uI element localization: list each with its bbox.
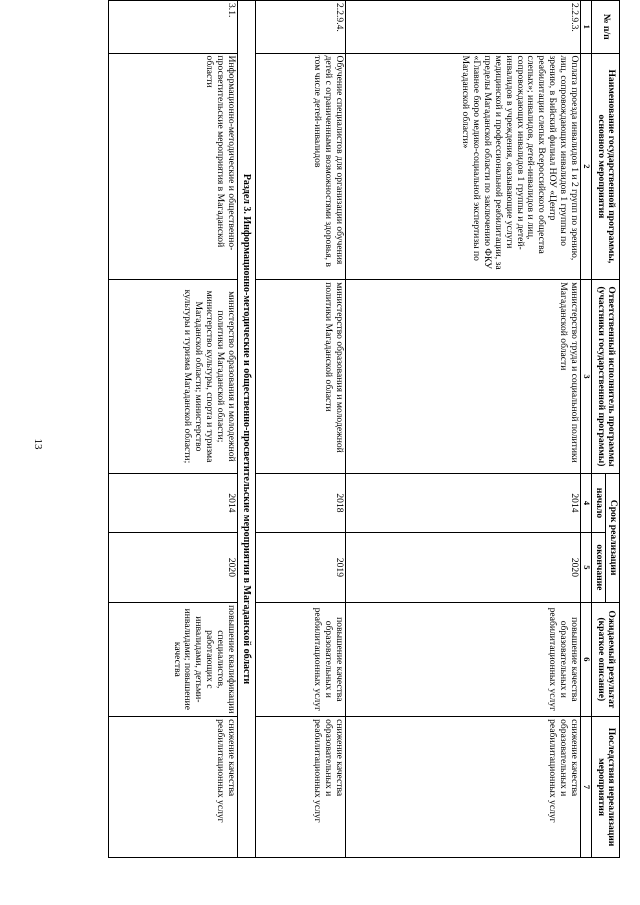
row-num: 2.2.9.3.: [346, 1, 581, 54]
row-end: 2020: [346, 533, 581, 602]
column-number-row: [581, 1, 592, 858]
header-executor: Ответственный исполнитель программы (участники государственной программы): [592, 280, 620, 473]
row-start: 2014: [346, 473, 581, 533]
row-result: повышение квалификации специалистов, работающих с инвалидами, детьми-инвалидами; повышение качества: [109, 602, 238, 717]
header-name: Наименование государственной программы, основного мероприятия: [592, 53, 620, 280]
header-end: окончание: [592, 533, 606, 602]
header-consequences: Последствия нереализации мероприятия: [592, 717, 620, 858]
row-name: Обучение специалистов для организации обучения детей с ограниченными возможностями здоровья, в том числе детей-инвалидов: [256, 53, 346, 280]
header-num: № п/п: [592, 1, 620, 54]
row-result: повышение качества образовательных и реабилитационных услуг: [256, 602, 346, 717]
row-executor: министерство труда и социальной политики Магаданской области: [346, 280, 581, 473]
row-consequences: снижение качества реабилитационных услуг: [109, 717, 238, 858]
row-end: 2019: [256, 533, 346, 602]
table-row: [346, 1, 581, 858]
row-consequences: снижение качества образовательных и реабилитационных услуг: [256, 717, 346, 858]
column-number: 7: [581, 717, 592, 858]
header-row: [606, 1, 620, 858]
row-start: 2014: [109, 473, 238, 533]
header-start: начало: [592, 473, 606, 533]
row-start: 2018: [256, 473, 346, 533]
row-num: 3.1.: [109, 1, 238, 54]
column-number: 2: [581, 53, 592, 280]
column-number: 4: [581, 473, 592, 533]
row-result: повышение качества образовательных и реабилитационных услуг: [346, 602, 581, 717]
row-name: Информационно-методические и общественно-просветительские мероприятия в Магаданской области: [109, 53, 238, 280]
row-executor: министерство образования и молодежной политики Магаданской области: [256, 280, 346, 473]
column-number: 3: [581, 280, 592, 473]
page-number: 13: [32, 438, 44, 450]
row-consequences: снижение качества образовательных и реабилитационных услуг: [346, 717, 581, 858]
row-name: Оплата проезда инвалидов 1 и 2 групп по зрению, лиц, сопровождающих инвалидов 1 группы по зрению, в Бийский филиал НОУ «Центр реабилитации слепых Всероссийского общества слепых»; инвалидов, детей-инвалидов и лиц, сопровождающих инвалидов 1 группы и детей-инвалидов в учреждения, оказывающие услуги медицинской и профессиональной реабилитации, за пределы Магаданской области по заключению ФКУ «Главное бюро медико-социальной экспертизы по Магаданской области»: [346, 53, 581, 280]
row-num: 2.2.9.4.: [256, 1, 346, 54]
section-title: Раздел 3. Информационно-методические и общественно-просветительские мероприятия в Магаданской области: [238, 1, 256, 858]
rotated-table-container: [108, 0, 620, 858]
column-number: 5: [581, 533, 592, 602]
table-row: [256, 1, 346, 858]
section-row: [238, 1, 256, 858]
row-end: 2020: [109, 533, 238, 602]
program-table: [108, 0, 620, 858]
column-number: 6: [581, 602, 592, 717]
row-executor: министерство образования и молодежной политики Магаданской области; министерство культуры, спорта и туризма Магаданской области; министерство культуры и туризма Магаданской области;: [109, 280, 238, 473]
table-row: [109, 1, 238, 858]
column-number: 1: [581, 1, 592, 54]
header-result: Ожидаемый результат (краткое описание): [592, 602, 620, 717]
header-period: Срок реализации: [606, 473, 620, 602]
